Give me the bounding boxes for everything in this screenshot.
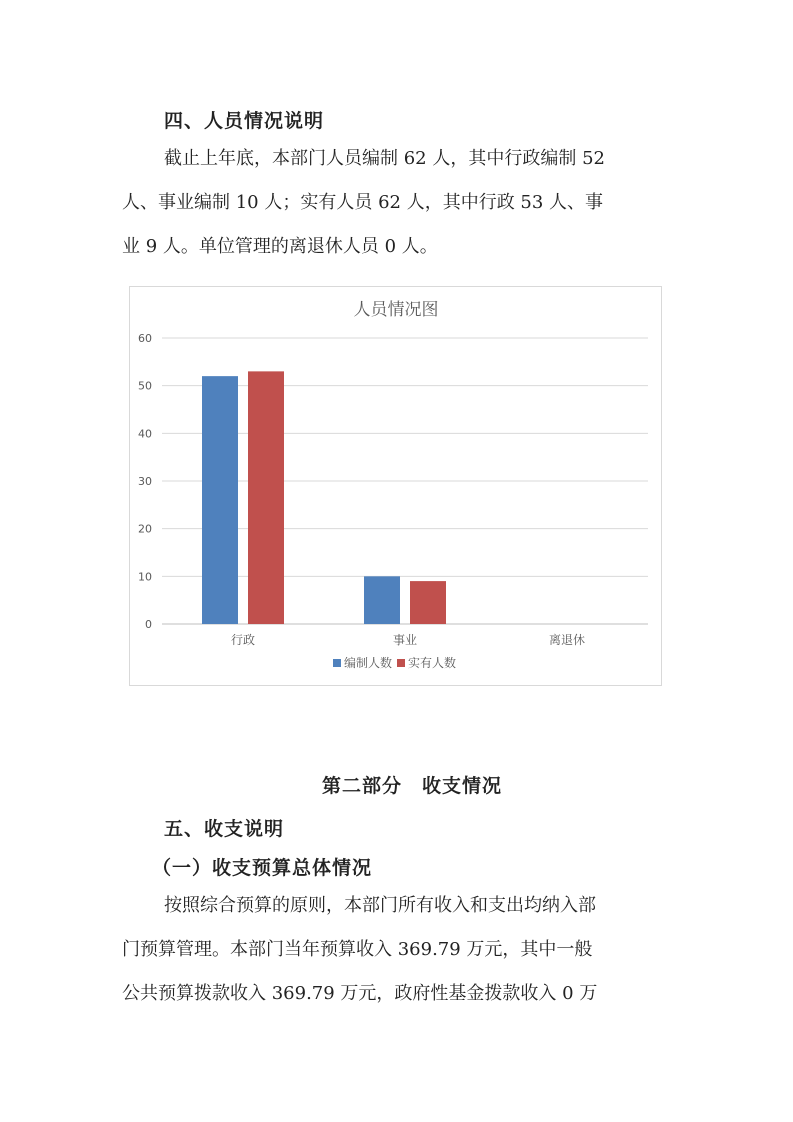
paragraph-line: 截止上年底，本部门人员编制 62 人，其中行政编制 52 [164,148,605,169]
section-heading-personnel: 四、人员情况说明 [164,110,325,132]
bar [364,576,400,624]
bar [202,376,238,624]
y-tick-label: 30 [138,475,152,488]
legend-label: 实有人数 [408,656,457,670]
y-tick-label: 20 [138,522,152,536]
x-category-label: 离退休 [548,633,586,647]
y-tick-label: 0 [145,618,152,631]
paragraph-line: 公共预算拨款收入 369.79 万元，政府性基金拨款收入 0 万 [122,983,598,1004]
budget-paragraph [122,884,675,1016]
part-two-title: 第二部分 收支情况 [322,775,503,797]
personnel-paragraph [122,137,675,269]
section-heading-income-expense: 五、收支说明 [164,818,285,840]
legend-label: 编制人数 [344,656,393,670]
paragraph-line: 门预算管理。本部门当年预算收入 369.79 万元，其中一般 [122,939,593,960]
chart-title: 人员情况图 [353,300,439,320]
subsection-heading-budget-overview: （一）收支预算总体情况 [152,857,373,879]
x-category-label: 行政 [230,633,256,647]
x-category-label: 事业 [392,633,418,647]
y-tick-label: 50 [138,379,152,393]
y-tick-label: 10 [138,570,152,584]
bar [248,371,284,624]
bar-chart-svg [130,287,663,687]
paragraph-line: 业 9 人。单位管理的离退休人员 0 人。 [122,236,438,257]
y-tick-label: 60 [138,332,152,345]
paragraph-line: 按照综合预算的原则，本部门所有收入和支出均纳入部 [164,895,596,916]
legend-swatch [397,659,405,667]
bar [410,581,446,624]
legend-swatch [333,659,341,667]
y-tick-label: 40 [138,427,152,441]
personnel-chart [129,286,662,686]
paragraph-line: 人、事业编制 10 人；实有人员 62 人，其中行政 53 人、事 [122,192,604,213]
